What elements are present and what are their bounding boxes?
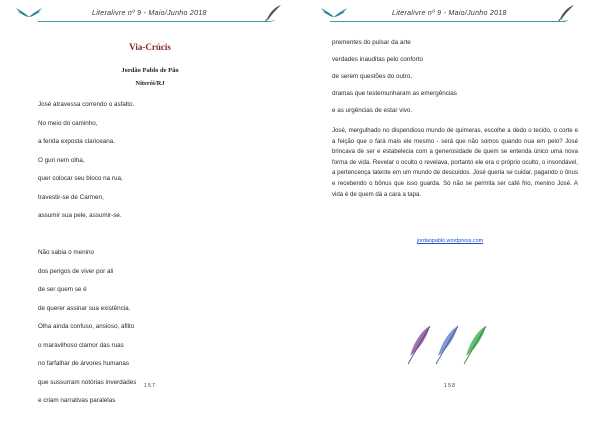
author-name: Jordão Pablo de Pão	[121, 67, 179, 74]
verse-line: prementes do pulsar da arte	[332, 39, 411, 46]
verse-line: de serem questões do outro,	[332, 73, 413, 80]
verse-line: José atravessa correndo o asfalto.	[38, 101, 135, 108]
verse-line: Olha ainda confuso, ansioso, aflito	[38, 323, 135, 330]
verse-line: e criam narrativas paralelas	[38, 397, 116, 404]
stanza-break	[38, 230, 136, 249]
prose-paragraph: José, mergulhado no dispendioso mundo de quimeras, escolhe a dedo o tecido, o corte e a feição que o fará mais ele mesmo - será que não somos quando nua em pelo? José brincava de ser e estabelecia com a generosidade de quem se entenda único uma nova forma de vida. Revelar o oculto o revelava, portanto ele era o próprio oculto, o insondável, a pertencença latente em um mundo de descuidos. José queria se cuidar, pagando o ônus e recebendo o bônus que isso guarda. Só não se permita ser café frio, menino José. A vida é de quem dá a cara a tapa.	[332, 127, 578, 198]
poem-title: Via-Crúcis	[129, 42, 171, 52]
quill-pen-icon	[556, 3, 576, 23]
poem-verses	[38, 100, 136, 415]
verse-line: verdades inauditas pelo conforto	[332, 56, 424, 63]
poem-verses-continued	[332, 38, 457, 123]
verse-line: No meio do caminho,	[38, 119, 98, 127]
header-divider	[38, 21, 270, 22]
verse-line: O guri nem olha,	[38, 156, 85, 164]
verse-line: dramas que testemunharam as emergências	[332, 90, 457, 97]
purple-feather-icon	[408, 326, 430, 364]
verse-line: a ferida exposta clariceana.	[38, 138, 116, 145]
author-city: Niterói/RJ	[135, 80, 165, 87]
header-divider	[330, 21, 566, 22]
three-feathers-icon	[400, 320, 500, 370]
page-number: 158	[443, 383, 457, 389]
right-page	[300, 0, 600, 424]
page-number: 157	[143, 383, 157, 389]
verse-line: de querer assinar sua existência.	[38, 304, 131, 312]
verse-line: e as urgências de estar vivo.	[332, 107, 413, 114]
magazine-header-title: Literalivre nº 9 - Maio/Junho 2018	[92, 10, 207, 17]
magazine-header-title: Literalivre nº 9 - Maio/Junho 2018	[392, 10, 507, 17]
verse-line: que sussurram notórias inverdades	[38, 378, 137, 386]
verse-line: Não sabia o menino	[38, 249, 95, 256]
author-blog-link[interactable]: jordaopablo.wordpress.com	[416, 238, 484, 244]
verse-line: travestir-se de Carmen,	[38, 193, 104, 201]
verse-line: quer colocar seu bloco na rua,	[38, 175, 123, 182]
verse-line: no farfalhar de árvores humanas	[38, 360, 130, 367]
verse-line: dos perigos de viver por ali	[38, 267, 114, 275]
verse-line: de ser quem se é	[38, 286, 87, 293]
wings-logo-icon	[15, 5, 43, 19]
quill-pen-icon	[263, 3, 283, 23]
verse-line: o maravilhoso clamor das ruas	[38, 341, 124, 349]
blue-feather-icon	[436, 326, 458, 364]
green-feather-icon	[464, 326, 486, 364]
verse-line: assumir sua pele, assumir-se.	[38, 212, 122, 219]
wings-logo-icon	[320, 5, 348, 19]
